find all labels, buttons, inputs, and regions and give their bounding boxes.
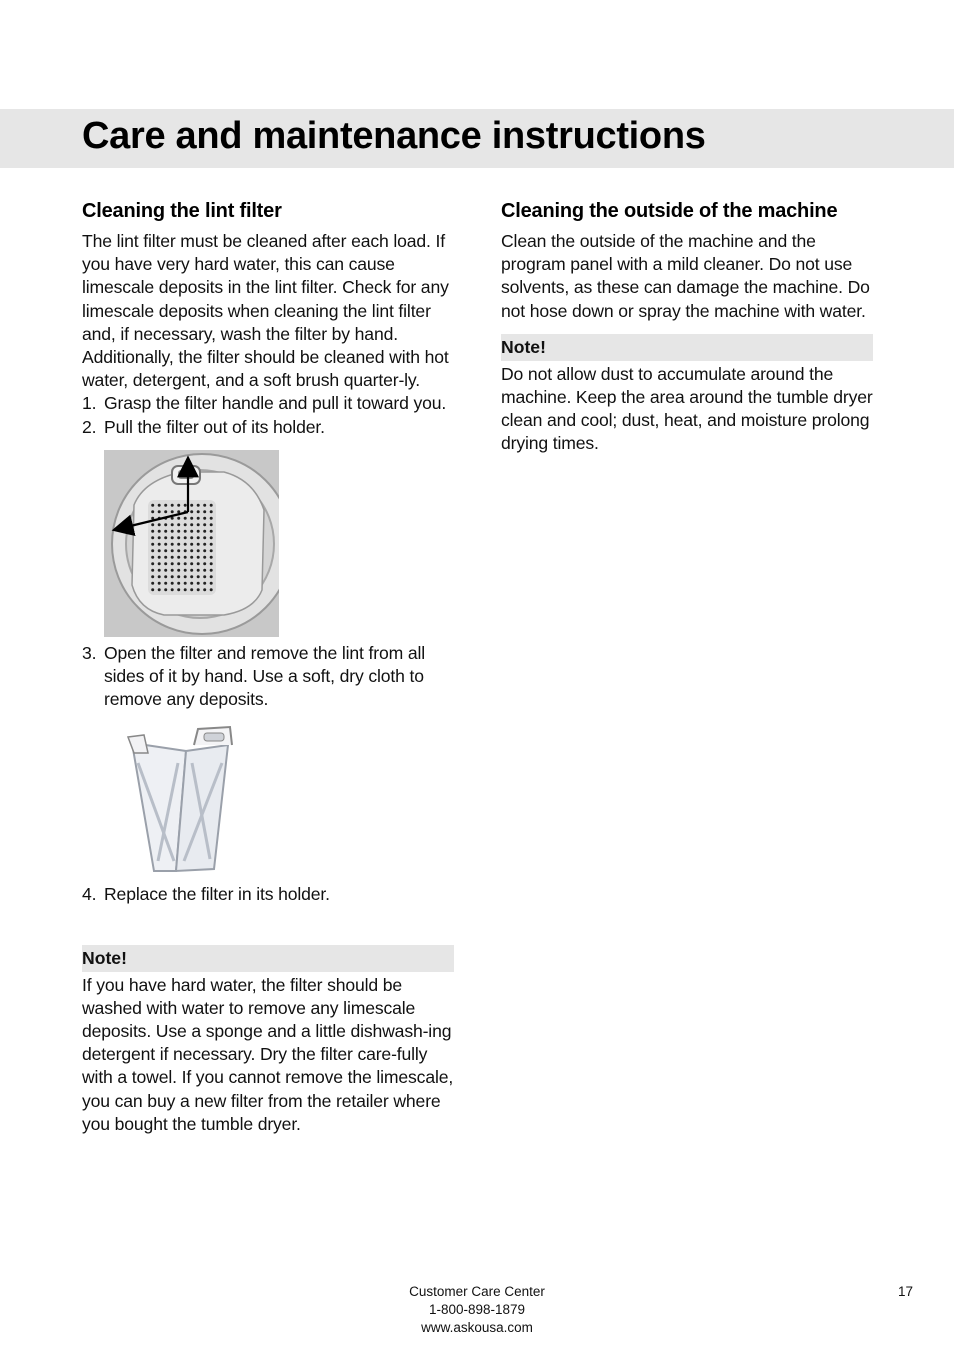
- footer-contact-title: Customer Care Center: [409, 1284, 545, 1299]
- note-text: If you have hard water, the filter should be washed with water to remove any limescale deposits. Use a sponge and a little dishwash-ing detergent if necessary. Dry the filter care-fully with a towel. If you cannot remove the limescale, you can buy a new filter from the retailer where you bought the tumble dryer.: [82, 974, 454, 1134]
- lint-filter-steps: [82, 392, 454, 438]
- open-filter-illustration: [104, 723, 259, 878]
- list-item: 2. Pull the filter out of its holder.: [82, 416, 325, 437]
- list-item: 4. Replace the filter in its holder.: [82, 884, 330, 905]
- filter-in-holder-image: [104, 450, 279, 637]
- footer: [0, 1283, 954, 1337]
- note-heading: Note!: [501, 334, 873, 361]
- lint-filter-intro: The lint filter must be cleaned after each load. If you have very hard water, this can cause limescale deposits in the lint filter. Check for any limescale deposits when cleaning the lint filter and, if necessary, wash the filter by hand. Additionally, the filter should be cleaned with hot water, detergent, and a soft brush quarter-ly.: [82, 231, 449, 391]
- lint-filter-steps-continued: [82, 642, 454, 712]
- lint-filter-heading: Cleaning the lint filter: [82, 200, 282, 222]
- page-title: Care and maintenance instructions: [82, 115, 706, 157]
- note-heading: Note!: [82, 945, 454, 972]
- open-filter-image: [104, 723, 259, 878]
- footer-phone: 1-800-898-1879: [428, 1302, 526, 1317]
- page-number: 17: [898, 1284, 914, 1299]
- right-column: [501, 197, 873, 456]
- outside-cleaning-heading: Cleaning the outside of the machine: [501, 200, 838, 222]
- list-item: 1. Grasp the filter handle and pull it toward you.: [82, 393, 447, 414]
- left-column: [82, 197, 454, 1136]
- lint-filter-steps-final: [82, 883, 454, 906]
- list-item: 3. Open the filter and remove the lint from all sides of it by hand. Use a soft, dry cloth to remove any deposits.: [82, 642, 425, 710]
- filter-removal-illustration: [104, 450, 279, 637]
- footer-website: www.askousa.com: [421, 1320, 533, 1335]
- outside-cleaning-body: Clean the outside of the machine and the program panel with a mild cleaner. Do not use solvents, as these can damage the machine. Do not hose down or spray the machine with water.: [501, 231, 870, 321]
- note-text: Do not allow dust to accumulate around the machine. Keep the area around the tumble dryer clean and cool; dust, heat, and moisture prolong drying times.: [501, 363, 873, 454]
